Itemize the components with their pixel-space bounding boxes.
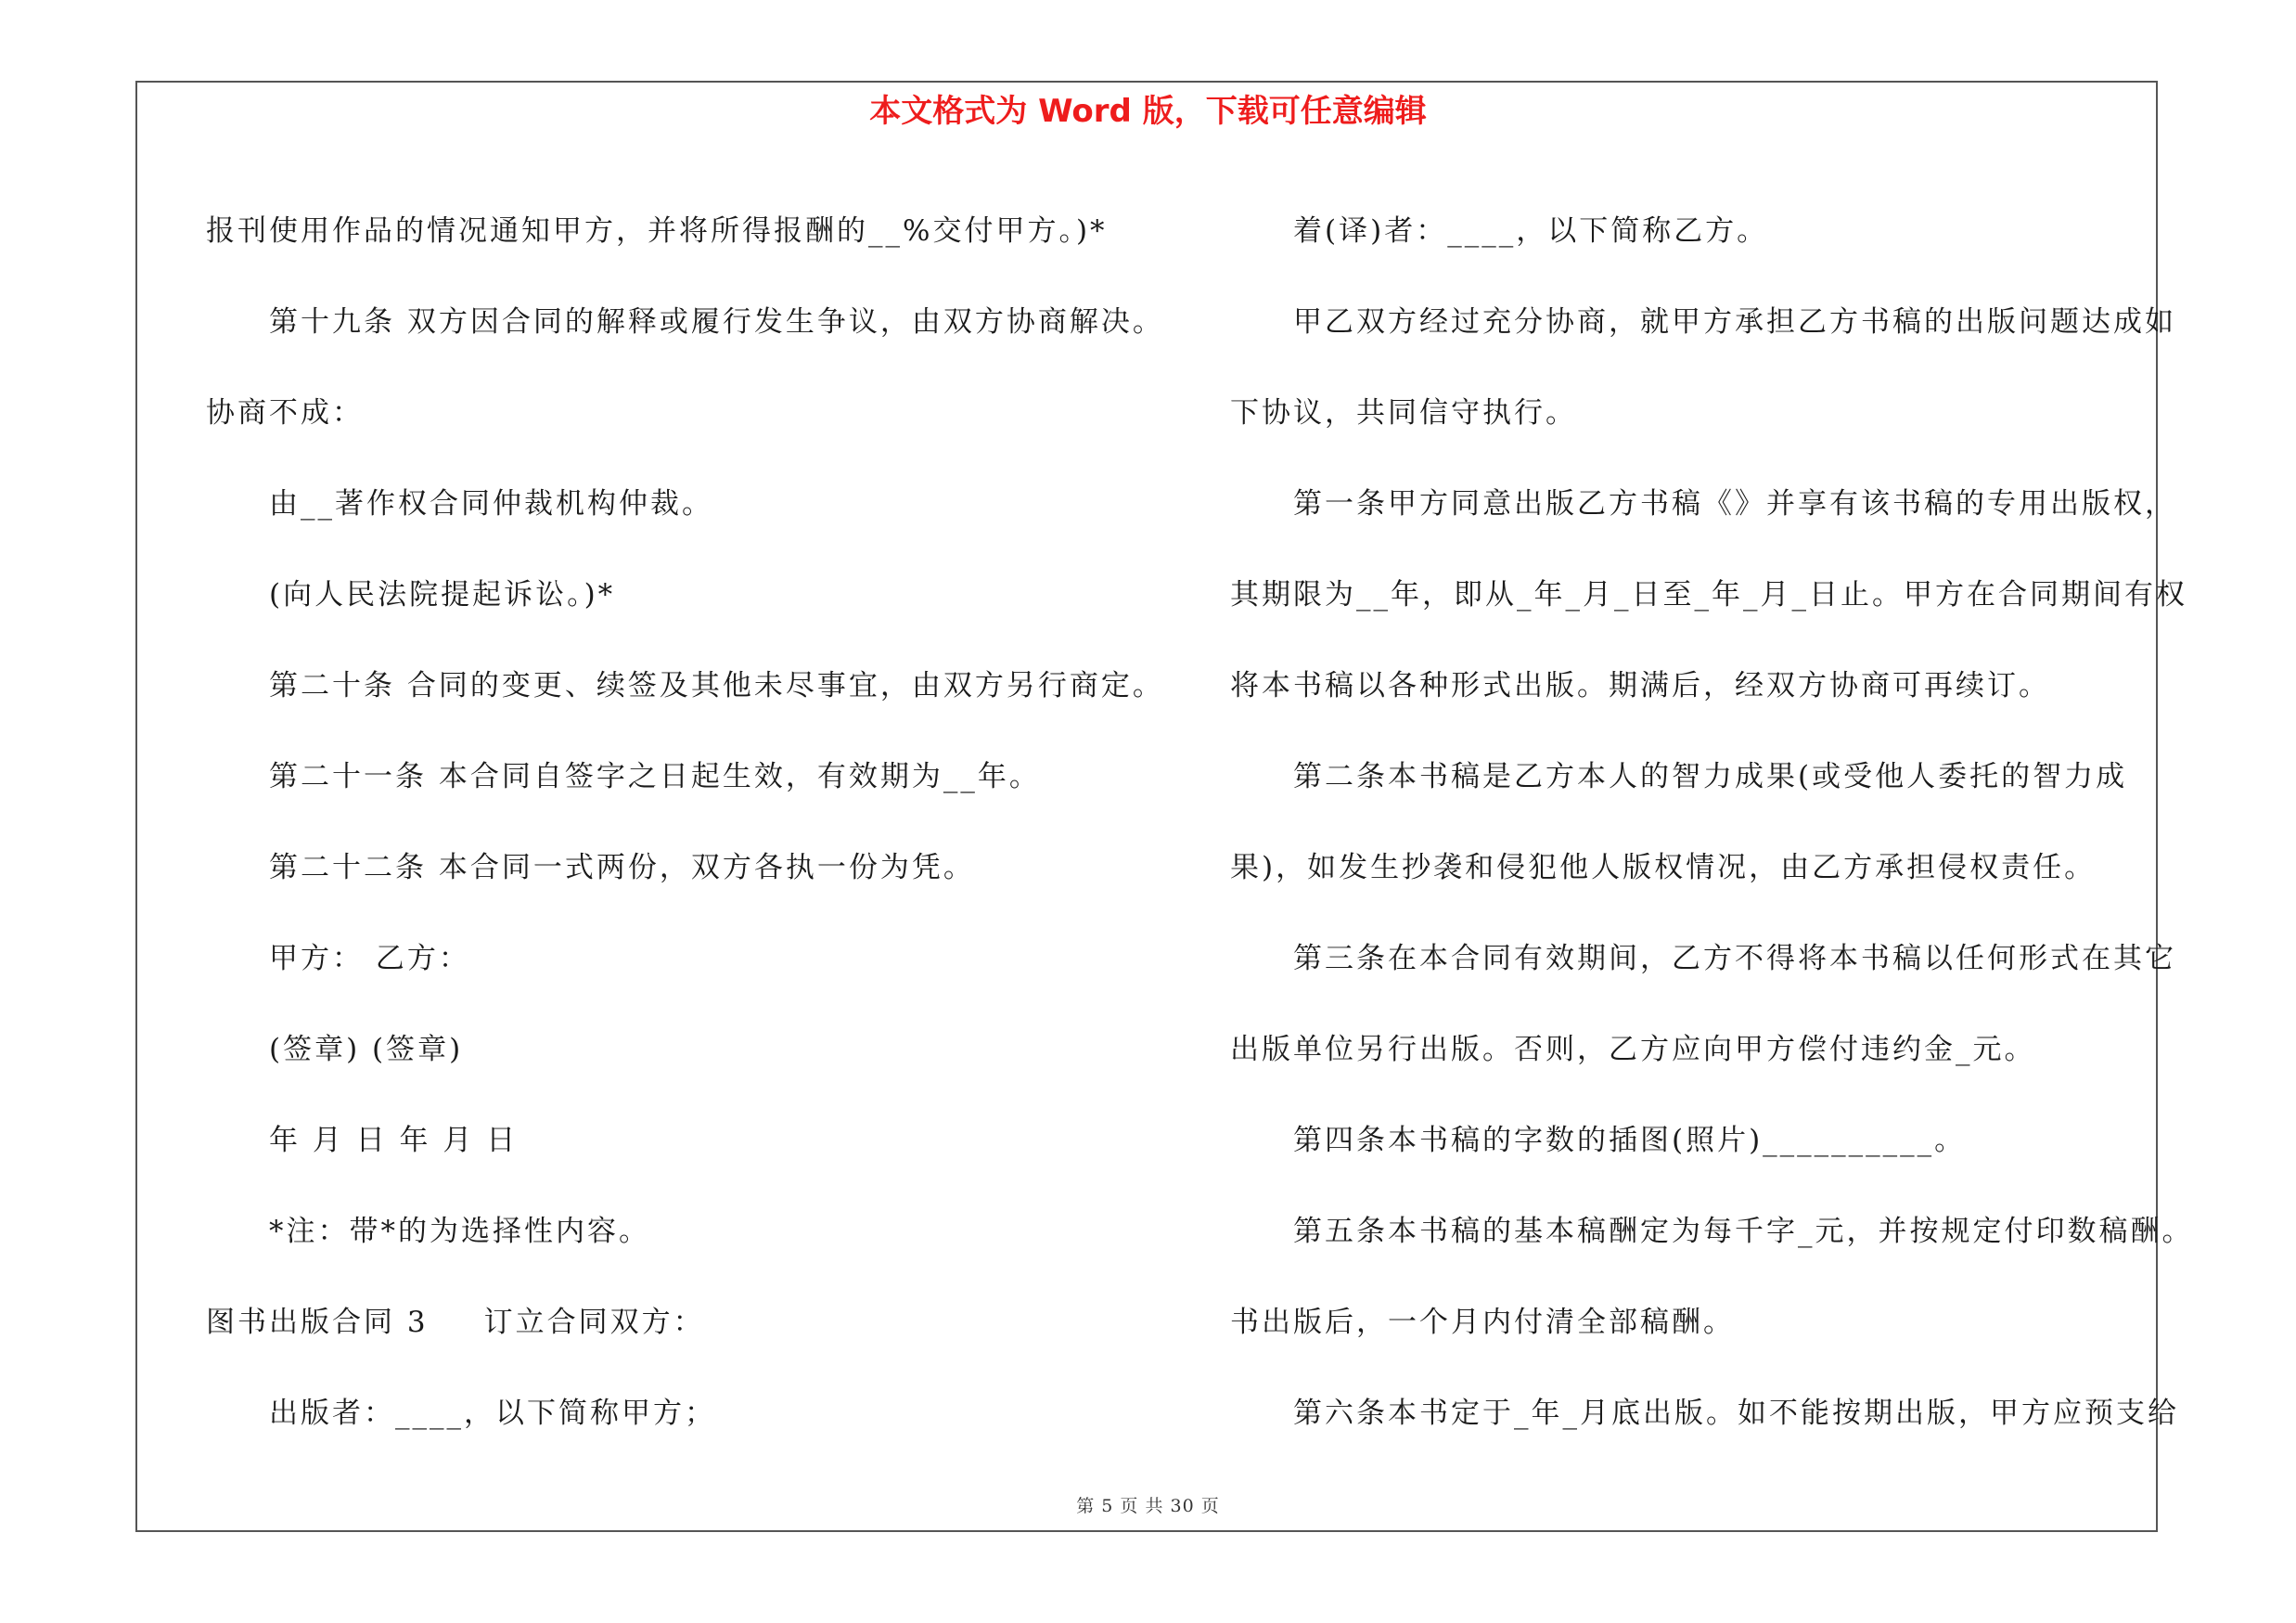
note-line: *注：带*的为选择性内容。 (269, 1215, 650, 1248)
paragraph-line: 第十九条 双方因合同的解释或履行发生争议，由双方协商解决。 (269, 305, 1164, 339)
signature-dates: 年 月 日 年 月 日 (269, 1124, 519, 1157)
paragraph-line: 第二十一条 本合同自签字之日起生效，有效期为__年。 (269, 760, 1041, 793)
paragraph-line: 第二条本书稿是乙方本人的智力成果(或受他人委托的智力成 (1293, 760, 2128, 793)
paragraph-line: 第一条甲方同意出版乙方书稿《》并享有该书稿的专用出版权， (1293, 487, 2176, 521)
paragraph-line: 第四条本书稿的字数的插图(照片)__________。 (1293, 1124, 1967, 1157)
header-banner: 本文格式为 Word 版，下载可任意编辑 (869, 93, 1427, 130)
left-column (206, 186, 1164, 1459)
paragraph-line: 出版者：____，以下简称甲方； (269, 1397, 716, 1430)
paragraph-line: 第二十条 合同的变更、续签及其他未尽事宜，由双方另行商定。 (269, 669, 1164, 702)
section-subtitle: 订立合同双方： (483, 1306, 705, 1339)
paragraph-line: 第三条在本合同有效期间，乙方不得将本书稿以任何形式在其它 (1293, 942, 2176, 975)
signature-seals: (签章) (签章) (269, 1033, 464, 1066)
paragraph-line: 将本书稿以各种形式出版。期满后，经双方协商可再续订。 (1230, 669, 2050, 702)
signature-parties: 甲方： 乙方： (269, 942, 470, 975)
paragraph-line: 甲乙双方经过充分协商，就甲方承担乙方书稿的出版问题达成如 (1293, 305, 2176, 339)
paragraph-line: 第六条本书定于_年_月底出版。如不能按期出版，甲方应预支给 (1293, 1397, 2179, 1430)
section-title: 图书出版合同 3 (206, 1306, 429, 1339)
right-column (1230, 186, 2194, 1459)
paragraph-line: 第五条本书稿的基本稿酬定为每千字_元，并按规定付印数稿酬。 (1293, 1215, 2194, 1248)
section-heading (206, 1277, 1161, 1368)
paragraph-line: 果)，如发生抄袭和侵犯他人版权情况，由乙方承担侵权责任。 (1230, 851, 2097, 884)
paragraph-line: 报刊使用作品的情况通知甲方，并将所得报酬的__%交付甲方。)* (206, 214, 1108, 248)
paragraph-line: 第二十二条 本合同一式两份，双方各执一份为凭。 (269, 851, 975, 884)
paragraph-line: 书出版后，一个月内付清全部稿酬。 (1230, 1306, 1735, 1339)
paragraph-line: 出版单位另行出版。否则，乙方应向甲方偿付违约金_元。 (1230, 1033, 2036, 1066)
paragraph-line: 下协议，共同信守执行。 (1230, 396, 1577, 430)
paragraph-line: (向人民法院提起诉讼。)* (269, 578, 616, 612)
paragraph-line: 协商不成： (206, 396, 364, 430)
paragraph-line: 其期限为__年，即从_年_月_日至_年_月_日止。甲方在合同期间有权 (1230, 578, 2187, 612)
paragraph-line: 由__著作权合同仲裁机构仲裁。 (269, 487, 713, 521)
page-number: 第 5 页 共 30 页 (1076, 1496, 1220, 1516)
paragraph-line: 着(译)者：____，以下简称乙方。 (1293, 214, 1769, 248)
